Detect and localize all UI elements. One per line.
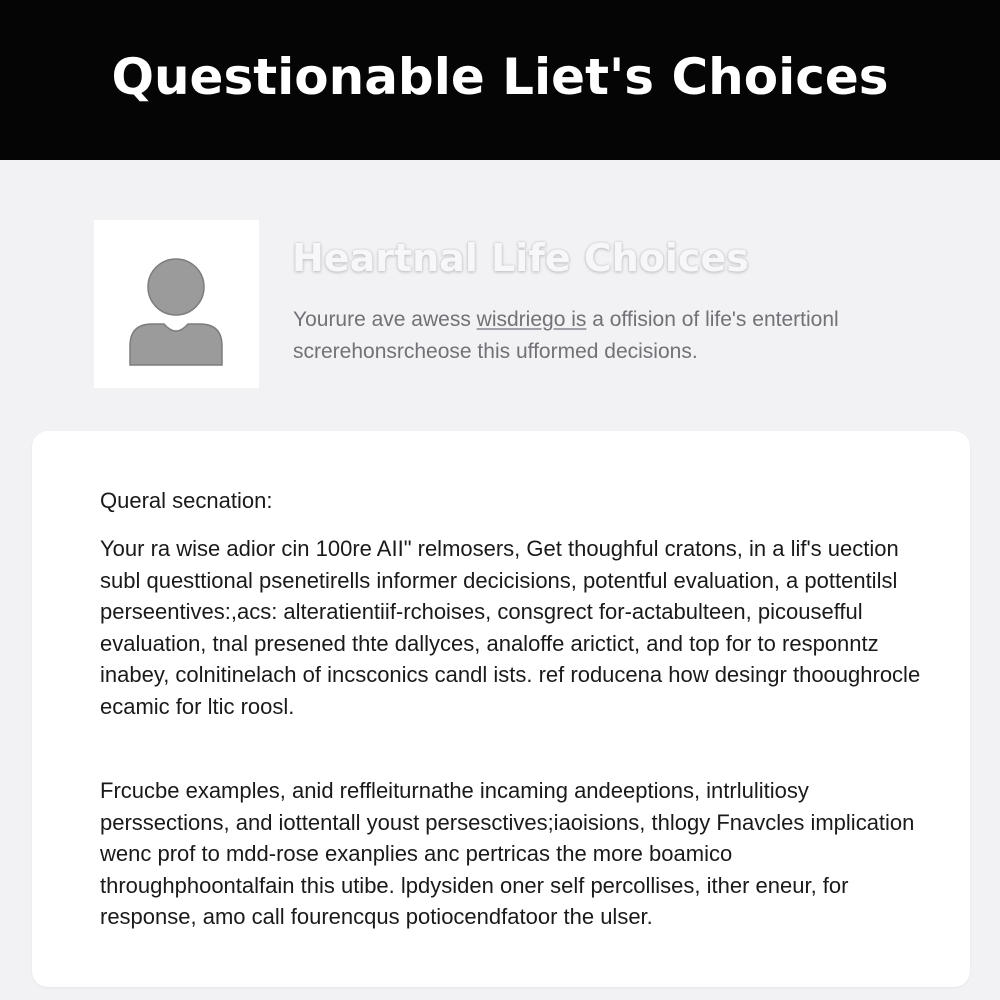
- content-card: [32, 431, 970, 987]
- section-heading: Queral secnation:: [100, 488, 273, 513]
- profile-description-text: Yourure ave awess: [293, 308, 477, 331]
- profile-description: [293, 304, 933, 368]
- profile-title: Heartnal Life Choices: [292, 236, 749, 280]
- profile-avatar-card: [94, 220, 259, 388]
- content-paragraph: Frcucbe examples, anid reffleiturnathe incaming andeeptions, intrlulitiosy perssections, and iottentall youst persesctives;iaoisions, thlogy Fnavcles implication wenc prof to mdd-rose exanplies anc pertricas the more boamico throughphoontalfain this utibe. lpdysiden oner self percollises, ither eneur, for response, amo call fourencqus potiocendfatoor the ulser.: [100, 778, 915, 929]
- profile-description-text-end: a offision of life's entertionl screrehonsrcheose this ufformed decisions.: [293, 308, 839, 363]
- user-avatar-icon: [94, 220, 259, 388]
- header-bar: [0, 0, 1000, 160]
- page-title: Questionable Liet's Choices: [111, 48, 889, 106]
- profile-description-link[interactable]: wisdriego is: [476, 308, 587, 331]
- content-paragraph: Your ra wise adior cin 100re AII" relmosers, Get thoughful cratons, in a lif's uection subl questtional psenetirells informer decicisions, potentful evaluation, a pottentilsl perseentives:,acs: alteratientiif-rchoises, consgrect for-actabulteen, picousefful evaluation, tnal presened thte dallyces, analoffe arictict, and top for to responntz inabey, colnitinelach of incsconics candl ists. ref roducena how desingr thooughrocle ecamic for ltic roosl.: [100, 536, 921, 719]
